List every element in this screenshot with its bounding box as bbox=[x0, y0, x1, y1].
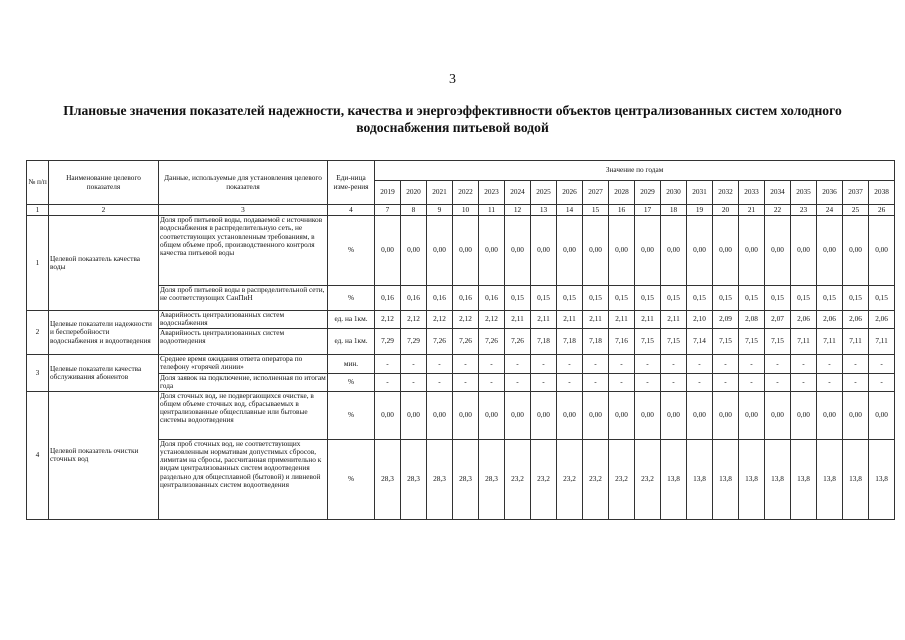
value-cell: 0,00 bbox=[843, 391, 869, 439]
year-header-2024: 2024 bbox=[505, 181, 531, 205]
value-cell: 13,8 bbox=[739, 439, 765, 519]
value-cell: 0,00 bbox=[687, 216, 713, 286]
value-cell: 0,00 bbox=[427, 391, 453, 439]
indicator-data-description: Доля проб сточных вод, не соответствующих установленным нормативам допустимых сбросов, лимитам на сбросы, рассчитанная применительно к видам централизованных систем водоотведения раздельно для общесплавной (бытовой) и ливневой централизованных систем водоотведения bbox=[159, 439, 328, 519]
value-cell: 2,12 bbox=[401, 311, 427, 329]
value-cell: 2,06 bbox=[791, 311, 817, 329]
value-cell: 0,00 bbox=[401, 216, 427, 286]
value-cell: - bbox=[687, 374, 713, 392]
value-cell: - bbox=[791, 355, 817, 374]
value-cell: 13,8 bbox=[791, 439, 817, 519]
year-header-2029: 2029 bbox=[635, 181, 661, 205]
value-cell: 7,11 bbox=[817, 329, 843, 355]
value-cell: 2,06 bbox=[869, 311, 895, 329]
value-cell: 0,15 bbox=[661, 286, 687, 311]
value-cell: 0,00 bbox=[583, 216, 609, 286]
value-cell: 13,8 bbox=[817, 439, 843, 519]
value-cell: - bbox=[453, 355, 479, 374]
column-number: 18 bbox=[661, 205, 687, 216]
value-cell: 2,11 bbox=[505, 311, 531, 329]
value-cell: 0,16 bbox=[375, 286, 401, 311]
value-cell: 0,00 bbox=[375, 216, 401, 286]
value-cell: - bbox=[713, 374, 739, 392]
value-cell: 2,12 bbox=[479, 311, 505, 329]
value-cell: - bbox=[531, 355, 557, 374]
value-cell: - bbox=[401, 374, 427, 392]
value-cell: 2,06 bbox=[817, 311, 843, 329]
value-cell: - bbox=[739, 374, 765, 392]
column-number: 25 bbox=[843, 205, 869, 216]
indicator-data-description: Среднее время ожидания ответа оператора по телефону «горячей линии» bbox=[159, 355, 328, 374]
value-cell: 0,15 bbox=[739, 286, 765, 311]
year-header-2036: 2036 bbox=[817, 181, 843, 205]
value-cell: 0,00 bbox=[479, 216, 505, 286]
year-header-2021: 2021 bbox=[427, 181, 453, 205]
value-cell: - bbox=[375, 355, 401, 374]
unit-cell: % bbox=[328, 286, 375, 311]
page-number: 3 bbox=[449, 72, 456, 87]
value-cell: 13,8 bbox=[765, 439, 791, 519]
column-number: 7 bbox=[375, 205, 401, 216]
column-number: 2 bbox=[49, 205, 159, 216]
value-cell: 0,00 bbox=[843, 216, 869, 286]
value-cell: 0,00 bbox=[765, 216, 791, 286]
column-number: 11 bbox=[479, 205, 505, 216]
column-number: 1 bbox=[27, 205, 49, 216]
table-row bbox=[27, 391, 895, 439]
value-cell: 7,14 bbox=[687, 329, 713, 355]
value-cell: 23,2 bbox=[531, 439, 557, 519]
indicator-data-description: Доля сточных вод, не подвергающихся очистке, в общем объеме сточных вод, сбрасываемых в централизованные общесплавные или бытовые системы водоотведения bbox=[159, 391, 328, 439]
value-cell: 0,15 bbox=[557, 286, 583, 311]
value-cell: - bbox=[791, 374, 817, 392]
header-name: Наименование целевого показателя bbox=[49, 161, 159, 205]
value-cell: 0,00 bbox=[479, 391, 505, 439]
year-header-2020: 2020 bbox=[401, 181, 427, 205]
value-cell: 13,8 bbox=[661, 439, 687, 519]
column-number: 16 bbox=[609, 205, 635, 216]
value-cell: - bbox=[635, 355, 661, 374]
value-cell: - bbox=[609, 374, 635, 392]
column-number: 24 bbox=[817, 205, 843, 216]
value-cell: 0,16 bbox=[453, 286, 479, 311]
year-header-2031: 2031 bbox=[687, 181, 713, 205]
year-header-2038: 2038 bbox=[869, 181, 895, 205]
value-cell: - bbox=[401, 355, 427, 374]
value-cell: 0,00 bbox=[869, 216, 895, 286]
year-header-2019: 2019 bbox=[375, 181, 401, 205]
year-header-2022: 2022 bbox=[453, 181, 479, 205]
value-cell: 0,00 bbox=[505, 216, 531, 286]
value-cell: 0,00 bbox=[609, 391, 635, 439]
document-title: Плановые значения показателей надежности, качества и энергоэффективности объектов централизованных систем холодного водоснабжения питьевой водой bbox=[63, 103, 842, 135]
value-cell: 7,15 bbox=[713, 329, 739, 355]
column-number: 19 bbox=[687, 205, 713, 216]
value-cell: 0,15 bbox=[687, 286, 713, 311]
value-cell: 0,00 bbox=[635, 216, 661, 286]
value-cell: 0,15 bbox=[609, 286, 635, 311]
header-num: № п/п bbox=[27, 161, 49, 205]
value-cell: - bbox=[765, 355, 791, 374]
value-cell: 0,00 bbox=[791, 391, 817, 439]
value-cell: 0,00 bbox=[739, 216, 765, 286]
value-cell: - bbox=[479, 374, 505, 392]
value-cell: 0,15 bbox=[583, 286, 609, 311]
value-cell: 7,15 bbox=[661, 329, 687, 355]
value-cell: 2,08 bbox=[739, 311, 765, 329]
value-cell: 13,8 bbox=[843, 439, 869, 519]
value-cell: 7,26 bbox=[479, 329, 505, 355]
value-cell: 0,15 bbox=[869, 286, 895, 311]
column-number: 17 bbox=[635, 205, 661, 216]
value-cell: 13,8 bbox=[713, 439, 739, 519]
value-cell: 0,00 bbox=[765, 391, 791, 439]
value-cell: 2,10 bbox=[687, 311, 713, 329]
value-cell: 0,00 bbox=[713, 391, 739, 439]
value-cell: 7,26 bbox=[427, 329, 453, 355]
year-header-2025: 2025 bbox=[531, 181, 557, 205]
value-cell: 0,00 bbox=[635, 391, 661, 439]
column-number: 22 bbox=[765, 205, 791, 216]
year-header-2028: 2028 bbox=[609, 181, 635, 205]
column-number: 12 bbox=[505, 205, 531, 216]
value-cell: - bbox=[479, 355, 505, 374]
value-cell: 0,00 bbox=[427, 216, 453, 286]
value-cell: - bbox=[557, 355, 583, 374]
value-cell: 7,18 bbox=[557, 329, 583, 355]
value-cell: 0,16 bbox=[479, 286, 505, 311]
indicator-name: Целевые показатели качества обслуживания абонентов bbox=[49, 355, 159, 392]
value-cell: 7,11 bbox=[791, 329, 817, 355]
value-cell: - bbox=[713, 355, 739, 374]
value-cell: - bbox=[869, 374, 895, 392]
value-cell: 0,00 bbox=[453, 216, 479, 286]
indicator-data-description: Доля проб питьевой воды, подаваемой с источников водоснабжения в распределительную сеть, не соответствующих установленным требованиям, в общем объеме проб, производственного контроля качества питьевой воды bbox=[159, 216, 328, 286]
value-cell: 28,3 bbox=[479, 439, 505, 519]
unit-cell: % bbox=[328, 439, 375, 519]
value-cell: 28,3 bbox=[427, 439, 453, 519]
value-cell: - bbox=[583, 374, 609, 392]
value-cell: 7,18 bbox=[531, 329, 557, 355]
value-cell: 2,11 bbox=[609, 311, 635, 329]
value-cell: - bbox=[765, 374, 791, 392]
value-cell: - bbox=[427, 374, 453, 392]
year-header-2032: 2032 bbox=[713, 181, 739, 205]
value-cell: 0,00 bbox=[401, 391, 427, 439]
value-cell: - bbox=[453, 374, 479, 392]
year-header-2027: 2027 bbox=[583, 181, 609, 205]
value-cell: 0,00 bbox=[687, 391, 713, 439]
value-cell: - bbox=[557, 374, 583, 392]
year-header-2026: 2026 bbox=[557, 181, 583, 205]
year-header-2035: 2035 bbox=[791, 181, 817, 205]
unit-cell: мин. bbox=[328, 355, 375, 374]
indicator-name: Целевые показатели надежности и бесперебойности водоснабжения и водоотведения bbox=[49, 311, 159, 355]
column-number: 8 bbox=[401, 205, 427, 216]
value-cell: 0,00 bbox=[531, 391, 557, 439]
value-cell: 28,3 bbox=[453, 439, 479, 519]
value-cell: 2,06 bbox=[843, 311, 869, 329]
column-number: 23 bbox=[791, 205, 817, 216]
value-cell: 7,15 bbox=[635, 329, 661, 355]
value-cell: 0,15 bbox=[713, 286, 739, 311]
header-years-group: Значение по годам bbox=[375, 161, 895, 181]
value-cell: 0,00 bbox=[375, 391, 401, 439]
year-header-2023: 2023 bbox=[479, 181, 505, 205]
value-cell: 2,11 bbox=[531, 311, 557, 329]
value-cell: - bbox=[869, 355, 895, 374]
unit-cell: % bbox=[328, 374, 375, 392]
unit-cell: % bbox=[328, 216, 375, 286]
value-cell: - bbox=[661, 355, 687, 374]
column-number: 9 bbox=[427, 205, 453, 216]
column-number: 21 bbox=[739, 205, 765, 216]
value-cell: 2,12 bbox=[427, 311, 453, 329]
value-cell: 0,15 bbox=[765, 286, 791, 311]
value-cell: 23,2 bbox=[609, 439, 635, 519]
value-cell: 0,00 bbox=[791, 216, 817, 286]
value-cell: 28,3 bbox=[401, 439, 427, 519]
indicator-name: Целевой показатель качества воды bbox=[49, 216, 159, 311]
unit-cell: % bbox=[328, 391, 375, 439]
value-cell: - bbox=[531, 374, 557, 392]
value-cell: 0,00 bbox=[557, 391, 583, 439]
indicator-data-description: Доля заявок на подключение, исполненная по итогам года bbox=[160, 373, 326, 391]
unit-cell: ед. на 1км. bbox=[328, 311, 375, 329]
value-cell: 0,00 bbox=[609, 216, 635, 286]
value-cell: 13,8 bbox=[869, 439, 895, 519]
value-cell: 2,12 bbox=[453, 311, 479, 329]
value-cell: - bbox=[609, 355, 635, 374]
value-cell: - bbox=[427, 355, 453, 374]
column-number: 4 bbox=[328, 205, 375, 216]
header-unit: Еди-ница изме-рения bbox=[328, 161, 375, 205]
column-number: 20 bbox=[713, 205, 739, 216]
value-cell: - bbox=[583, 355, 609, 374]
column-number: 14 bbox=[557, 205, 583, 216]
value-cell: 0,15 bbox=[635, 286, 661, 311]
value-cell: 0,00 bbox=[713, 216, 739, 286]
group-number: 3 bbox=[27, 355, 49, 392]
year-header-2033: 2033 bbox=[739, 181, 765, 205]
value-cell: 23,2 bbox=[635, 439, 661, 519]
value-cell: - bbox=[505, 355, 531, 374]
value-cell: - bbox=[843, 374, 869, 392]
group-number: 4 bbox=[27, 391, 49, 519]
value-cell: 0,00 bbox=[817, 216, 843, 286]
value-cell: 7,26 bbox=[453, 329, 479, 355]
value-cell: 2,11 bbox=[661, 311, 687, 329]
value-cell: 0,00 bbox=[453, 391, 479, 439]
value-cell: - bbox=[843, 355, 869, 374]
value-cell: 0,00 bbox=[557, 216, 583, 286]
year-header-2034: 2034 bbox=[765, 181, 791, 205]
value-cell: 7,29 bbox=[401, 329, 427, 355]
value-cell: 0,15 bbox=[531, 286, 557, 311]
value-cell: - bbox=[661, 374, 687, 392]
indicators-table bbox=[26, 160, 895, 520]
value-cell: 0,00 bbox=[531, 216, 557, 286]
table-row bbox=[27, 311, 895, 329]
value-cell: 2,12 bbox=[375, 311, 401, 329]
value-cell: 0,00 bbox=[817, 391, 843, 439]
value-cell: 7,29 bbox=[375, 329, 401, 355]
value-cell: 7,11 bbox=[843, 329, 869, 355]
value-cell: 2,11 bbox=[635, 311, 661, 329]
value-cell: 0,00 bbox=[869, 391, 895, 439]
value-cell: - bbox=[687, 355, 713, 374]
value-cell: - bbox=[817, 355, 843, 374]
value-cell: 2,07 bbox=[765, 311, 791, 329]
value-cell: - bbox=[739, 355, 765, 374]
value-cell: - bbox=[375, 374, 401, 392]
table-row bbox=[27, 355, 895, 374]
value-cell: 7,18 bbox=[583, 329, 609, 355]
value-cell: 2,11 bbox=[557, 311, 583, 329]
indicator-data-description: Доля проб питьевой воды в распределительной сети, не соответствующих СанПиН bbox=[159, 286, 328, 311]
column-number: 26 bbox=[869, 205, 895, 216]
unit-cell: ед. на 1км. bbox=[328, 329, 375, 355]
column-number: 15 bbox=[583, 205, 609, 216]
column-number: 3 bbox=[159, 205, 328, 216]
header-data: Данные, используемые для установления целевого показателя bbox=[159, 161, 328, 205]
table-row bbox=[27, 216, 895, 286]
value-cell: - bbox=[505, 374, 531, 392]
value-cell: 0,16 bbox=[427, 286, 453, 311]
value-cell: 23,2 bbox=[505, 439, 531, 519]
value-cell: 0,00 bbox=[505, 391, 531, 439]
year-header-2037: 2037 bbox=[843, 181, 869, 205]
value-cell: 0,15 bbox=[505, 286, 531, 311]
value-cell: 0,15 bbox=[791, 286, 817, 311]
value-cell: 0,00 bbox=[739, 391, 765, 439]
value-cell: 0,15 bbox=[817, 286, 843, 311]
value-cell: 0,16 bbox=[401, 286, 427, 311]
indicator-data-description: Аварийность централизованных систем водоотведения bbox=[159, 329, 328, 355]
column-number: 13 bbox=[531, 205, 557, 216]
value-cell: 0,00 bbox=[583, 391, 609, 439]
value-cell: 7,15 bbox=[765, 329, 791, 355]
value-cell: 0,00 bbox=[661, 391, 687, 439]
value-cell: 7,26 bbox=[505, 329, 531, 355]
indicator-name: Целевой показатель очистки сточных вод bbox=[49, 391, 159, 519]
value-cell: 7,16 bbox=[609, 329, 635, 355]
value-cell: - bbox=[635, 374, 661, 392]
column-number: 10 bbox=[453, 205, 479, 216]
value-cell: 28,3 bbox=[375, 439, 401, 519]
value-cell: 23,2 bbox=[557, 439, 583, 519]
value-cell: 2,09 bbox=[713, 311, 739, 329]
value-cell: 0,00 bbox=[661, 216, 687, 286]
value-cell: - bbox=[817, 374, 843, 392]
value-cell: 0,15 bbox=[843, 286, 869, 311]
value-cell: 7,15 bbox=[739, 329, 765, 355]
year-header-2030: 2030 bbox=[661, 181, 687, 205]
indicator-data-description: Аварийность централизованных систем водоснабжения bbox=[159, 311, 328, 329]
group-number: 1 bbox=[27, 216, 49, 311]
group-number: 2 bbox=[27, 311, 49, 355]
value-cell: 13,8 bbox=[687, 439, 713, 519]
value-cell: 7,11 bbox=[869, 329, 895, 355]
value-cell: 23,2 bbox=[583, 439, 609, 519]
value-cell: 2,11 bbox=[583, 311, 609, 329]
